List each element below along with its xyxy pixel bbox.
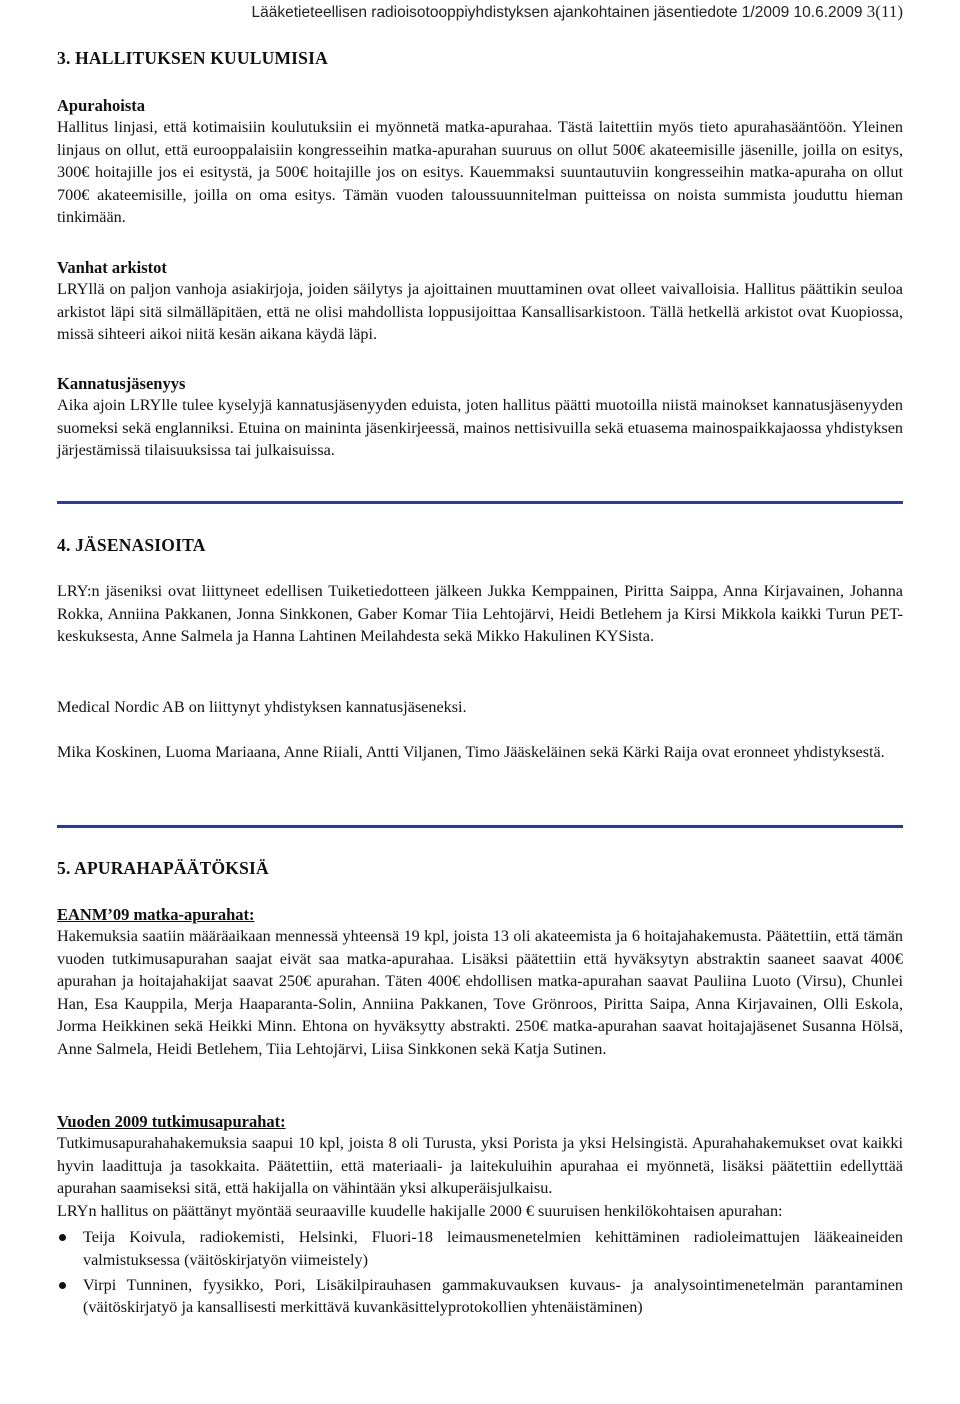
supporting-member-text: Medical Nordic AB on liittynyt yhdistyksen kannatusjäseneksi.: [57, 698, 467, 716]
kannatus-block: [57, 374, 903, 462]
bullet-icon: [59, 1234, 66, 1241]
eanm-text: Hakemuksia saatiin määräaikaan mennessä yhteensä 19 kpl, joista 13 oli akateemista ja 6 hoitajahakemusta. Päätettiin, että tämän vuoden tutkimusapurahan saajat eivät saa matka-apurahaa. Lisäksi päätettiin että hyväksytyn abstraktin saaneet saavat 400€ apurahan ja hoitajahakijat saavat 250€ apurahan. Täten 400€ ehdollisen matka-apurahan saavat Pauliina Luoto (Virsu), Chunlei Han, Esa Kauppila, Merja Haaparanta-Solin, Anniina Pakkanen, Tove Grönroos, Piritta Saipa, Anna Kirjavainen, Olli Eskola, Jorma Heikkinen sekä Heikki Minn. Ehtona on hyväksytty abstrakti. 250€ matka-apurahan saavat hoitajajäsenet Susanna Hölsä, Anne Salmela, Heidi Betlehem, Tiia Lehtojärvi, Liisa Sinkkonen sekä Katja Sutinen.: [57, 927, 903, 1058]
section-5-title-block: [57, 858, 903, 879]
eanm-block: [57, 905, 903, 1061]
list-item-text: Teija Koivula, radiokemisti, Helsinki, Fluori-18 leimausmenetelmien kehittäminen radioleimattujen lääkeaineiden valmistuksessa (väitöskirjatyön viimeistely): [83, 1228, 903, 1269]
bullet-icon: [59, 1282, 66, 1289]
section-divider: [57, 501, 903, 504]
grant-recipients-list: [57, 1226, 903, 1318]
kannatus-text: Aika ajoin LRYlle tulee kyselyjä kannatusjäsenyyden eduista, joten hallitus päätti muotoilla niistä mainokset kannatusjäsenyyden suomeksi sekä englanniksi. Etuina on maininta jäsenkirjeessä, mainos nettisivuilla sekä etuasema mainospaikkajaossa yhdistyksen järjestämissä tilaisuuksissa tai julkaisuissa.: [57, 396, 903, 460]
list-item: [57, 1274, 903, 1319]
section-4-title-block: [57, 535, 903, 556]
apurahoista-heading: Apurahoista: [57, 96, 146, 115]
research-grants-text: Tutkimusapurahahakemuksia saapui 10 kpl, joista 8 oli Turusta, yksi Porista ja yksi Helsingistä. Apurahahakemukset ovat kaikki hyvin laadittuja ja tasokkaita. Päätettiin, että materiaali- ja laitekuluihin apurahaa ei myönnetä, lisäksi päätettiin edellyttää apurahan saamiseksi sitä, että hakijalla on vähintään yksi alkuperäisjulkaisu.: [57, 1134, 903, 1198]
apurahoista-block: [57, 96, 903, 229]
arkistot-block: [57, 258, 903, 346]
page-header: [252, 2, 904, 22]
members-joined-block: [57, 580, 903, 648]
supporting-member-block: [57, 696, 903, 719]
list-item-text: Virpi Tunninen, fyysikko, Pori, Lisäkilpirauhasen gammakuvauksen kuvaus- ja analysointimenetelmän parantaminen (väitöskirjatyö ja kansallisesti merkittävä kuvankäsittelyprotokollien yhtenäistäminen): [83, 1275, 903, 1317]
section-4-title: 4. JÄSENASIOITA: [57, 535, 206, 555]
list-item: [57, 1226, 903, 1271]
research-grants-decision: LRYn hallitus on päättänyt myöntää seuraaville kuudelle hakijalle 2000 € suuruisen henkilökohtaisen apurahan:: [57, 1201, 783, 1220]
eanm-heading: EANM’09 matka-apurahat:: [57, 905, 255, 924]
research-grants-heading: Vuoden 2009 tutkimusapurahat:: [57, 1112, 286, 1131]
kannatus-heading: Kannatusjäsenyys: [57, 374, 186, 393]
apurahoista-text: Hallitus linjasi, että kotimaisiin koulutuksiin ei myönnetä matka-apurahaa. Tästä laitettiin myös tieto apurahasääntöön. Yleinen linjaus on ollut, että eurooppalaisiin kongresseihin matka-apurahan suuruus on ollut 500€ akateemisille jäsenille, joilla on esitys, 300€ hoitajille jos ei esitystä, ja 500€ hoitajille jos on esitys. Kauemmaksi suuntautuviin kongresseihin matka-apuraha on ollut 700€ akateemisille, joilla on oma esitys. Tämän vuoden taloussuunnitelman puitteissa on noista summista jouduttu hieman tinkimään.: [57, 118, 903, 227]
header-text: Lääketieteellisen radioisotooppiyhdistyksen ajankohtainen jäsentiedote 1/2009 10.6.2009: [251, 4, 863, 21]
arkistot-heading: Vanhat arkistot: [57, 258, 167, 277]
section-divider: [57, 825, 903, 828]
section-3-title: 3. HALLITUKSEN KUULUMISIA: [57, 48, 328, 68]
members-joined-text: LRY:n jäseniksi ovat liittyneet edellisen Tuiketiedotteen jälkeen Jukka Kemppainen, Piritta Saippa, Anna Kirjavainen, Johanna Rokka, Anniina Pakkanen, Jonna Sinkkonen, Gaber Komar Tiia Lehtojärvi, Heidi Betlehem ja Kirsi Mikkola kaikki Turun PET- keskuksesta, Anne Salmela ja Hanna Lahtinen Meilahdesta sekä Mikko Hakulinen KYSista.: [57, 582, 903, 646]
members-resigned-block: [57, 741, 903, 764]
members-resigned-text: Mika Koskinen, Luoma Mariaana, Anne Riiali, Antti Viljanen, Timo Jääskeläinen sekä Kärki Raija ovat eronneet yhdistyksestä.: [57, 743, 885, 761]
section-5-title: 5. APURAHAPÄÄTÖKSIÄ: [57, 858, 269, 878]
research-grants-block: [57, 1112, 903, 1319]
arkistot-text: LRYllä on paljon vanhoja asiakirjoja, joiden säilytys ja ajoittainen muuttaminen ovat olleet vaivalloisia. Hallitus päättikin seuloa arkistot läpi sitä silmälläpitäen, että ne olisi mahdollista loppusijoittaa Kansallisarkistoon. Tällä hetkellä arkistot ovat Kuopiossa, missä sihteeri aikoi niitä kesän aikana käydä läpi.: [57, 280, 903, 344]
page-number: 3(11): [866, 2, 903, 21]
section-3-title-block: [57, 48, 903, 69]
